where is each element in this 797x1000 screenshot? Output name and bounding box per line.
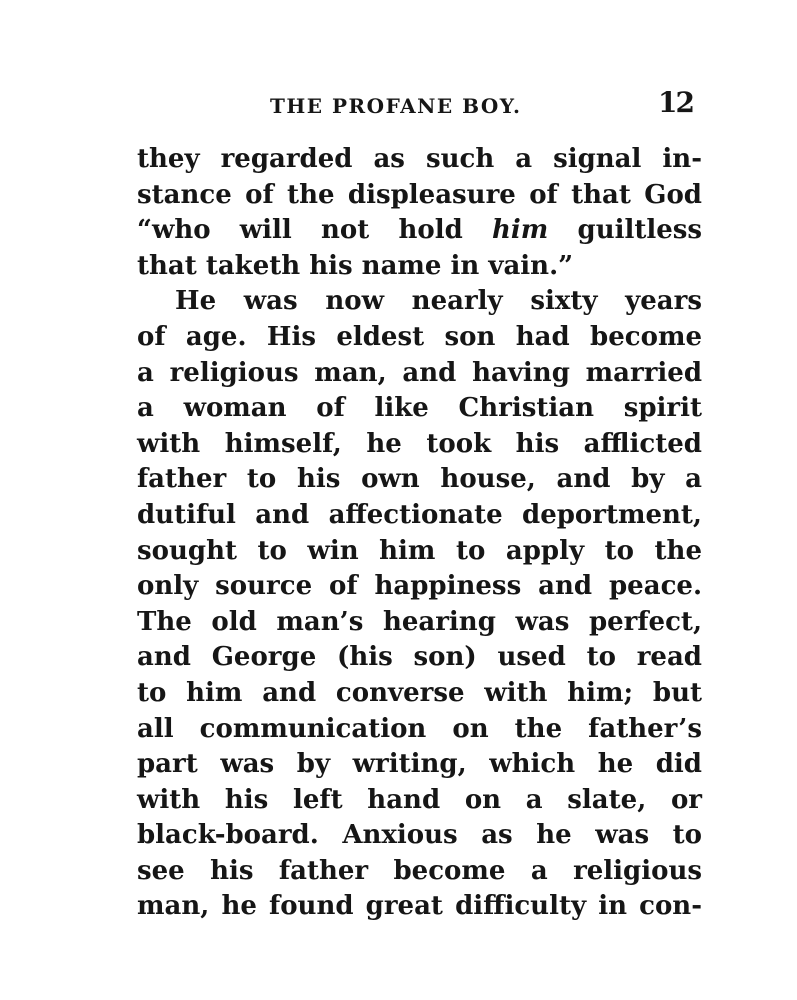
text-line-with-emphasis xyxy=(137,213,702,249)
text-line: dutiful and affectionate deportment, xyxy=(137,499,702,530)
text-line: of age. His eldest son had become xyxy=(137,321,702,352)
text-line: a woman of like Christian spirit xyxy=(137,393,702,424)
text-line: a religious man, and having married xyxy=(137,357,702,388)
text-line: that taketh his name in vain.” xyxy=(137,250,574,281)
text-line: black-board. Anxious as he was to xyxy=(137,820,702,851)
text-line: only source of happiness and peace. xyxy=(137,571,702,602)
text-line: part was by writing, which he did xyxy=(137,749,702,780)
text-line: all communication on the father’s xyxy=(137,713,702,744)
text-line: they regarded as such a signal in- xyxy=(137,144,702,174)
text-line: The old man’s hearing was perfect, xyxy=(137,606,702,637)
text-line: with his left hand on a slate, or xyxy=(137,784,702,815)
text-line: stance of the displeasure of that God xyxy=(137,179,702,210)
text-fragment: guiltless xyxy=(548,215,702,246)
text-line: and George (his son) used to read xyxy=(137,642,702,673)
text-line: He was now nearly sixty years xyxy=(175,286,702,317)
text-line: see his father become a religious xyxy=(137,855,702,886)
text-line: father to his own house, and by a xyxy=(137,464,702,495)
text-line: man, he found great difficulty in con- xyxy=(137,891,702,922)
text-line: to him and converse with him; but xyxy=(137,677,702,708)
text-line: with himself, he took his afflicted xyxy=(137,428,702,459)
emphasized-word: him xyxy=(492,215,549,246)
page-number: 12 xyxy=(658,86,693,119)
running-head-title: THE PROFANE BOY. xyxy=(270,94,522,118)
body-text xyxy=(137,142,702,925)
text-line: sought to win him to apply to the xyxy=(137,535,702,566)
text-fragment: “who will not hold xyxy=(137,215,493,246)
